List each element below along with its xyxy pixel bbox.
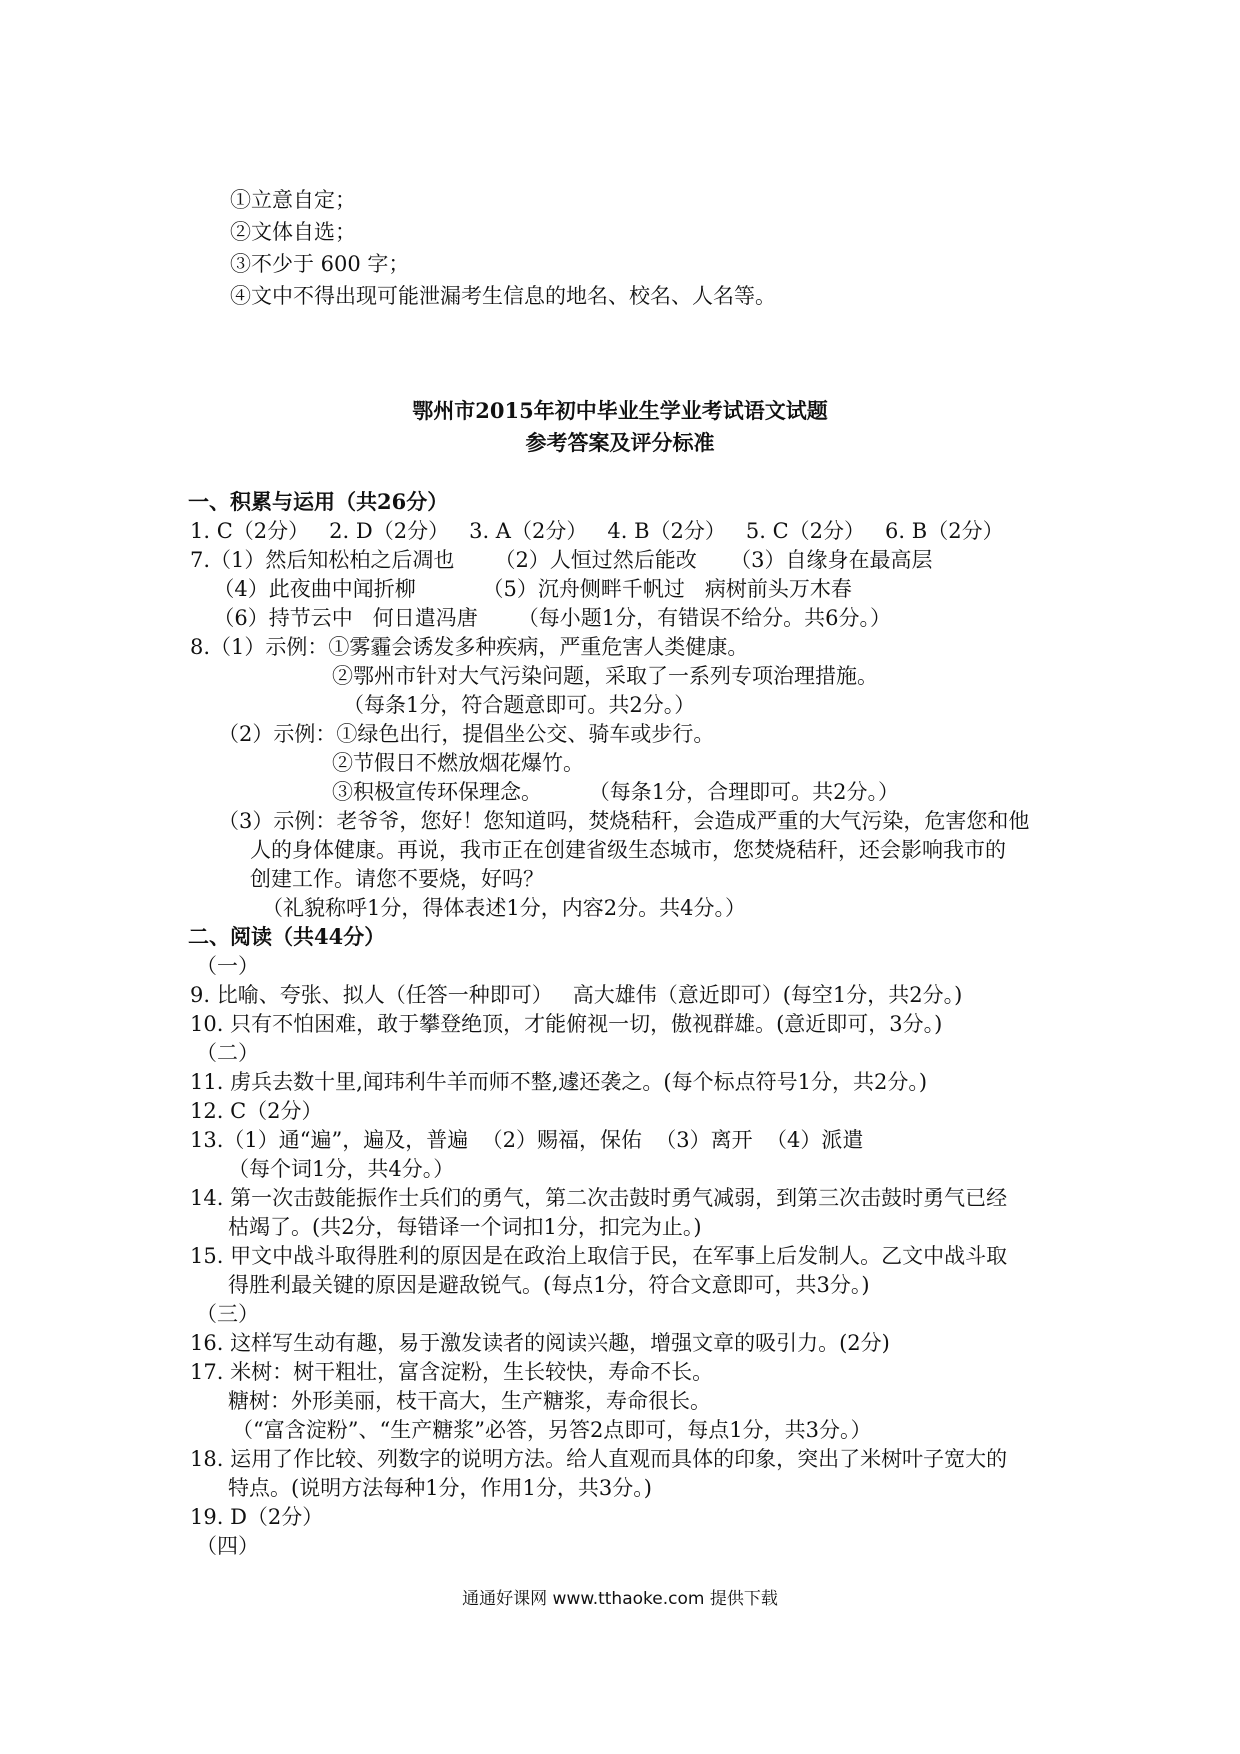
answer-line: （二） bbox=[196, 1041, 259, 1065]
answer-line: （每条1分，符合题意即可。共2分。） bbox=[343, 693, 696, 717]
answer-line: 9. 比喻、夸张、拟人（任答一种即可） 高大雄伟（意近即可）(每空1分，共2分。) bbox=[190, 983, 963, 1007]
answer-line: （3）示例：老爷爷，您好！您知道吗，焚烧秸秆，会造成严重的大气污染，危害您和他 bbox=[218, 809, 1030, 833]
answer-line: （每个词1分，共4分。） bbox=[228, 1157, 455, 1181]
answer-line: 7.（1）然后知松柏之后凋也 （2）人恒过然后能改 （3）自缘身在最高层 bbox=[190, 548, 933, 572]
answer-line: （一） bbox=[196, 954, 259, 978]
intro-item: ②文体自选； bbox=[230, 220, 356, 244]
intro-item: ④文中不得出现可能泄漏考生信息的地名、校名、人名等。 bbox=[230, 284, 776, 308]
answer-line: （6）持节云中 何日遣冯唐 （每小题1分，有错误不给分。共6分。） bbox=[200, 606, 892, 630]
answer-line: 16. 这样写生动有趣，易于激发读者的阅读兴趣，增强文章的吸引力。(2分) bbox=[190, 1331, 890, 1355]
answer-line: 10. 只有不怕困难，敢于攀登绝顶，才能俯视一切，傲视群雄。(意近即可，3分。) bbox=[190, 1012, 943, 1036]
answer-line: 12. C（2分） bbox=[190, 1099, 323, 1123]
answer-line: （4）此夜曲中闻折柳 （5）沉舟侧畔千帆过 病树前头万木春 bbox=[200, 577, 852, 601]
answer-line: 创建工作。请您不要烧，好吗？ bbox=[250, 867, 544, 891]
answer-line: 特点。(说明方法每种1分，作用1分，共3分。) bbox=[228, 1476, 652, 1500]
intro-item: ①立意自定； bbox=[230, 188, 356, 212]
answer-line: 人的身体健康。再说，我市正在创建省级生态城市，您焚烧秸秆，还会影响我市的 bbox=[250, 838, 1006, 862]
answer-line: 19. D（2分） bbox=[190, 1505, 324, 1529]
answer-line: （“富含淀粉”、“生产糖浆”必答，另答2点即可，每点1分，共3分。） bbox=[232, 1418, 872, 1442]
answer-line: 18. 运用了作比较、列数字的说明方法。给人直观而具体的印象，突出了米树叶子宽大的 bbox=[190, 1447, 1008, 1471]
answer-line: （三） bbox=[196, 1302, 259, 1326]
section-heading: 二、阅读（共44分） bbox=[188, 924, 386, 949]
section-heading: 一、积累与运用（共26分） bbox=[188, 489, 449, 514]
answer-line: 13.（1）通“遍”，遍及，普遍 （2）赐福，保佑 （3）离开 （4）派遣 bbox=[190, 1128, 864, 1152]
document-subtitle: 参考答案及评分标准 bbox=[525, 430, 715, 455]
answer-line: 糖树：外形美丽，枝干高大，生产糖浆，寿命很长。 bbox=[228, 1389, 711, 1413]
answer-line: 枯竭了。(共2分，每错译一个词扣1分，扣完为止。) bbox=[228, 1215, 702, 1239]
answer-line: ②节假日不燃放烟花爆竹。 bbox=[332, 751, 584, 775]
footer-credit: 通通好课网 www.tthaoke.com 提供下载 bbox=[462, 1589, 778, 1609]
document-title: 鄂州市2015年初中毕业生学业考试语文试题 bbox=[412, 398, 828, 423]
answer-line: 1. C（2分） 2. D（2分） 3. A（2分） 4. B（2分） 5. C（2分） 6. B（2分） bbox=[190, 519, 1004, 543]
answer-line: （2）示例：①绿色出行，提倡坐公交、骑车或步行。 bbox=[218, 722, 715, 746]
intro-item: ③不少于 600 字； bbox=[230, 252, 410, 276]
answer-line: 得胜利最关键的原因是避敌锐气。(每点1分，符合文意即可，共3分。) bbox=[228, 1273, 870, 1297]
answer-line: （礼貌称呼1分，得体表述1分，内容2分。共4分。） bbox=[262, 896, 746, 920]
answer-line: 17. 米树：树干粗壮，富含淀粉，生长较快，寿命不长。 bbox=[190, 1360, 714, 1384]
answer-line: 14. 第一次击鼓能振作士兵们的勇气，第二次击鼓时勇气减弱，到第三次击鼓时勇气已经 bbox=[190, 1186, 1008, 1210]
answer-line: ②鄂州市针对大气污染问题，采取了一系列专项治理措施。 bbox=[332, 664, 878, 688]
answer-line: 11. 虏兵去数十里,闻玮利牛羊而师不整,遽还袭之。(每个标点符号1分，共2分。) bbox=[190, 1070, 928, 1094]
answer-line: 15. 甲文中战斗取得胜利的原因是在政治上取信于民，在军事上后发制人。乙文中战斗取 bbox=[190, 1244, 1008, 1268]
answer-line: ③积极宣传环保理念。 （每条1分，合理即可。共2分。） bbox=[332, 780, 899, 804]
answer-line: 8.（1）示例：①雾霾会诱发多种疾病，严重危害人类健康。 bbox=[190, 635, 749, 659]
answer-line: （四） bbox=[196, 1534, 259, 1558]
